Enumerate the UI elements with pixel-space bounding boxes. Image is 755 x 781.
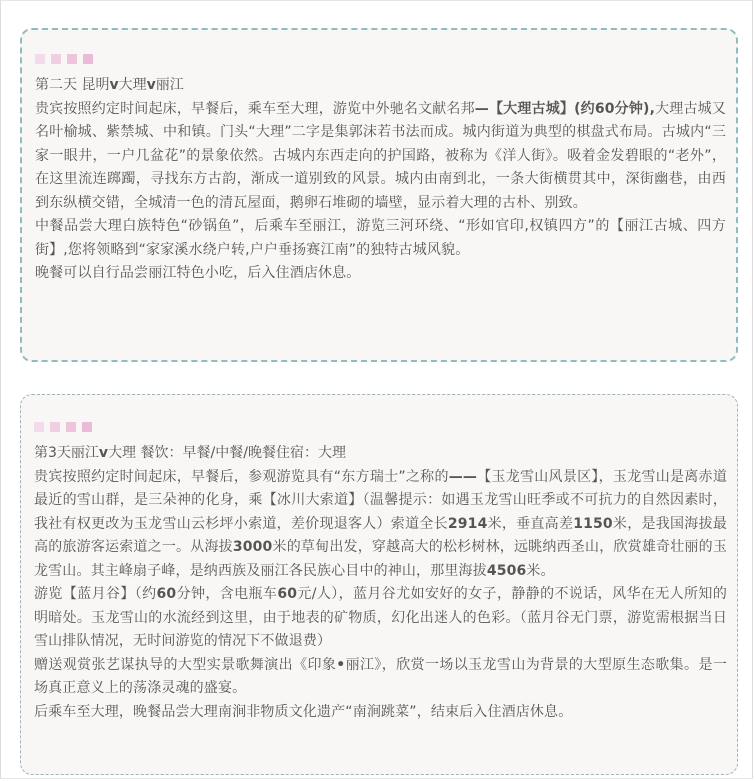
day-title: 第二天 昆明v大理v丽江	[35, 77, 184, 93]
day-paragraph: 中餐品尝大理白族特色“砂锅鱼”，后乘车至丽江，游览三河环绕、“形如官印,权镇四方”的【丽江古城、四方街】,您将领略到“家家溪水绕户转,户户垂扬赛江南”的独特古城风貌。	[35, 218, 726, 258]
day-paragraph: 贵宾按照约定时间起床，早餐后，乘车至大理，游览中外驰名文献名邦—【大理古城】(约60分钟),大理古城又名叶榆城、紫禁城、中和镇。门头“大理”二字是集郭沫若书法而成。城内街道为典型的棋盘式布局。古城内“三家一眼井，一户几盆花”的景象依然。古城内东西走向的护国路，被称为《洋人街》。吸着金发碧眼的“老外”，在这里流连踯躅，寻找东方古韵，渐成一道别致的风景。城内由南到北，一条大街横贯其中，深街幽巷，由西到东纵横交错，全城清一色的清瓦屋面，鹅卵石堆砌的墙壁，显示着大理的古朴、别致。	[35, 100, 726, 211]
itinerary-card-day2	[20, 28, 738, 362]
square-icon	[34, 422, 44, 432]
itinerary-card-day3	[20, 394, 738, 775]
square-icon	[67, 54, 77, 64]
decorative-squares	[35, 54, 726, 64]
day-paragraph: 贵宾按照约定时间起床，早餐后，参观游览具有“东方瑞士”之称的——【玉龙雪山风景区】，玉龙雪山是离赤道最近的雪山群，是三朵神的化身，乘【冰川大索道】（温馨提示：如遇玉龙雪山旺季或不可抗力的自然因素时，我社有权更改为玉龙雪山云杉坪小索道，差价现退客人）索道全长2914米，垂直高差1150米，是我国海拔最高的旅游客运索道之一。从海拔3000米的草甸出发，穿越高大的松杉树林，远眺纳西圣山，欣赏雄奇壮丽的玉龙雪山。其主峰扇子峰，是纳西族及丽江各民族心目中的神山，那里海拔4506米。	[34, 468, 727, 579]
day-paragraph: 后乘车至大理，晚餐品尝大理南涧非物质文化遗产“南涧跳菜”，结束后入住酒店休息。	[34, 703, 573, 720]
square-icon	[83, 54, 93, 64]
square-icon	[82, 422, 92, 432]
decorative-squares	[34, 422, 727, 432]
square-icon	[51, 54, 61, 64]
square-icon	[66, 422, 76, 432]
square-icon	[35, 54, 45, 64]
day-title: 第3天丽江v大理 餐饮：早餐/中餐/晚餐住宿：大理	[34, 445, 346, 461]
day-paragraph: 晚餐可以自行品尝丽江特色小吃，后入住酒店休息。	[35, 265, 361, 281]
day-paragraph: 赠送观赏张艺谋执导的大型实景歌舞演出《印象•丽江》，欣赏一场以玉龙雪山为背景的大型原生态歌集。是一场真正意义上的荡涤灵魂的盛宴。	[34, 656, 727, 696]
square-icon	[50, 422, 60, 432]
day-paragraph: 游览【蓝月谷】（约60分钟，含电瓶车60元/人），蓝月谷尤如安好的女子，静静的不说话，风华在无人所知的明暗处。玉龙雪山的水流经到这里，由于地表的矿物质，幻化出迷人的色彩。（蓝月谷无门票，游览需根据当日雪山排队情况，无时间游览的情况下不做退费）	[34, 586, 727, 649]
